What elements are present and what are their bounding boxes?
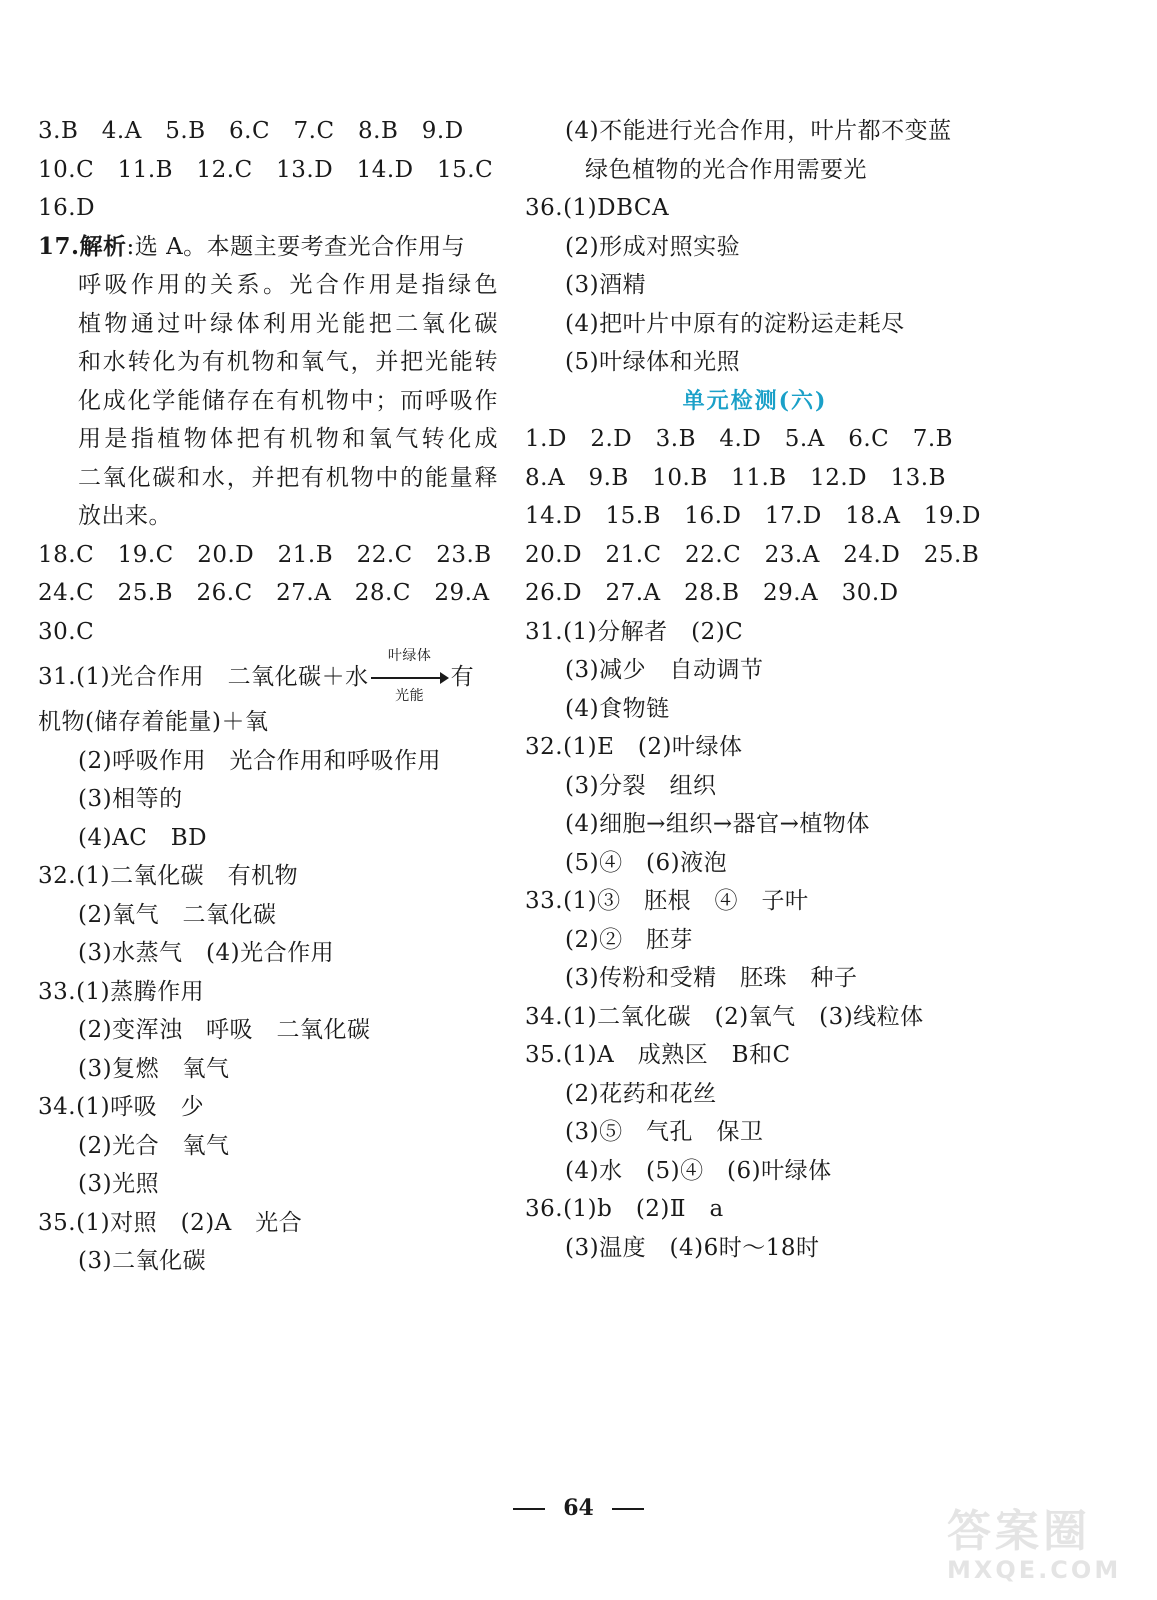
explanation-line: 二氧化碳和水，并把有机物中的能量释 [78,464,498,491]
watermark-title: 答案圈 [947,1506,1091,1557]
answer-line: 35.(1)A 成熟区 B和C [525,1042,791,1068]
answer-line: (5)④ (6)液泡 [565,849,728,876]
answer-line: (5)叶绿体和光照 [565,349,741,375]
answer-line: (3)复燃 氧气 [78,1055,230,1082]
page-number: 64 [563,1495,594,1521]
answer-line: (3)酒精 [565,272,647,298]
answer-line: 30.C [38,618,95,645]
equation-line [38,648,498,704]
answer-line: (3)相等的 [78,786,183,812]
answer-line: 绿色植物的光合作用需要光 [585,156,867,183]
explanation-line: 用是指植物体把有机物和氧气转化成 [78,426,498,452]
answer-line: 32.(1)E (2)叶绿体 [525,734,743,760]
answer-line: 26.D 27.A 28.B 29.A 30.D [525,580,899,606]
answer-line: (2)呼吸作用 光合作用和呼吸作用 [78,747,442,774]
answer-line: (3)分裂 组织 [565,772,717,799]
explanation-label: 17.解析 [38,232,127,260]
answer-line: 16.D [38,195,96,221]
explanation-line: 和水转化为有机物和氧气，并把光能转 [78,349,498,375]
answer-line: (2)光合 氧气 [78,1132,230,1159]
answer-line: 20.D 21.C 22.C 23.A 24.D 25.B [525,541,980,568]
answer-line: 3.B 4.A 5.B 6.C 7.C 8.B 9.D [38,118,464,144]
answer-line: 机物(储存着能量)＋氧 [38,709,269,735]
answer-line: 18.C 19.C 20.D 21.B 22.C 23.B [38,541,492,568]
answer-line: (4)食物链 [565,695,670,722]
answer-line: 24.C 25.B 26.C 27.A 28.C 29.A [38,580,490,606]
answer-line: 1.D 2.D 3.B 4.D 5.A 6.C 7.B [525,426,954,452]
explanation-line: 化成化学能储存在有机物中；而呼吸作 [78,387,498,414]
answer-line: 34.(1)二氧化碳 (2)氧气 (3)线粒体 [525,1003,924,1030]
equation-right: 有 [450,664,475,690]
footer-dash-left [513,1508,545,1510]
answer-line: (4)不能进行光合作用，叶片都不变蓝 [565,118,952,144]
answer-line: (3)水蒸气 (4)光合作用 [78,940,335,966]
answer-line: (4)AC BD [78,824,208,851]
answer-line: (3)传粉和受精 胚珠 种子 [565,965,858,991]
answer-line: 36.(1)DBCA [525,195,670,221]
answer-line: 31.(1)分解者 (2)C [525,618,744,645]
equation-left: 31.(1)光合作用 二氧化碳＋水 [38,664,369,690]
explanation-text: :选 A。本题主要考查光合作用与 [126,233,466,260]
answer-line: (4)把叶片中原有的淀粉运走耗尽 [565,310,905,337]
answer-line: (3)⑤ 气孔 保卫 [565,1119,764,1145]
answer-line: (2)形成对照实验 [565,233,741,260]
arrow-condition-bottom: 光能 [395,688,425,704]
answer-line: 32.(1)二氧化碳 有机物 [38,863,299,889]
answer-line: (3)减少 自动调节 [565,657,764,683]
explanation-line: 植物通过叶绿体利用光能把二氧化碳 [78,310,498,337]
answer-line: 14.D 15.B 16.D 17.D 18.A 19.D [525,503,981,529]
left-column [38,112,498,1281]
explanation-line [38,228,498,267]
answer-line: (2)② 胚芽 [565,926,694,953]
watermark-url: MXQE.COM [947,1556,1122,1584]
explanation-line: 放出来。 [78,503,172,529]
answer-line: 33.(1)蒸腾作用 [38,978,205,1005]
reaction-arrow [371,648,449,704]
answer-line: (4)细胞→组织→器官→植物体 [565,811,870,837]
answer-line: 33.(1)③ 胚根 ④ 子叶 [525,888,809,914]
section-title: 单元检测(六) [682,387,828,414]
answer-line: (2)氧气 二氧化碳 [78,901,277,928]
answer-line: (2)花药和花丝 [565,1080,717,1107]
answer-line: (3)二氧化碳 [78,1248,207,1274]
answer-line: (3)光照 [78,1171,160,1197]
answer-line: 8.A 9.B 10.B 11.B 12.D 13.B [525,464,947,491]
answer-line: 36.(1)b (2)Ⅱ a [525,1196,724,1222]
answer-line: 35.(1)对照 (2)A 光合 [38,1209,303,1236]
answer-line: 10.C 11.B 12.C 13.D 14.D 15.C [38,156,494,183]
answer-line: 34.(1)呼吸 少 [38,1094,205,1120]
arrow-condition-top: 叶绿体 [387,648,432,664]
answer-line: (4)水 (5)④ (6)叶绿体 [565,1157,832,1184]
watermark-logo [947,1508,1137,1593]
right-column [525,112,985,1267]
footer-dash-right [612,1508,644,1510]
explanation-line: 呼吸作用的关系。光合作用是指绿色 [78,272,498,298]
answer-line: (3)温度 (4)6时～18时 [565,1234,820,1261]
answer-line: (2)变浑浊 呼吸 二氧化碳 [78,1017,371,1043]
